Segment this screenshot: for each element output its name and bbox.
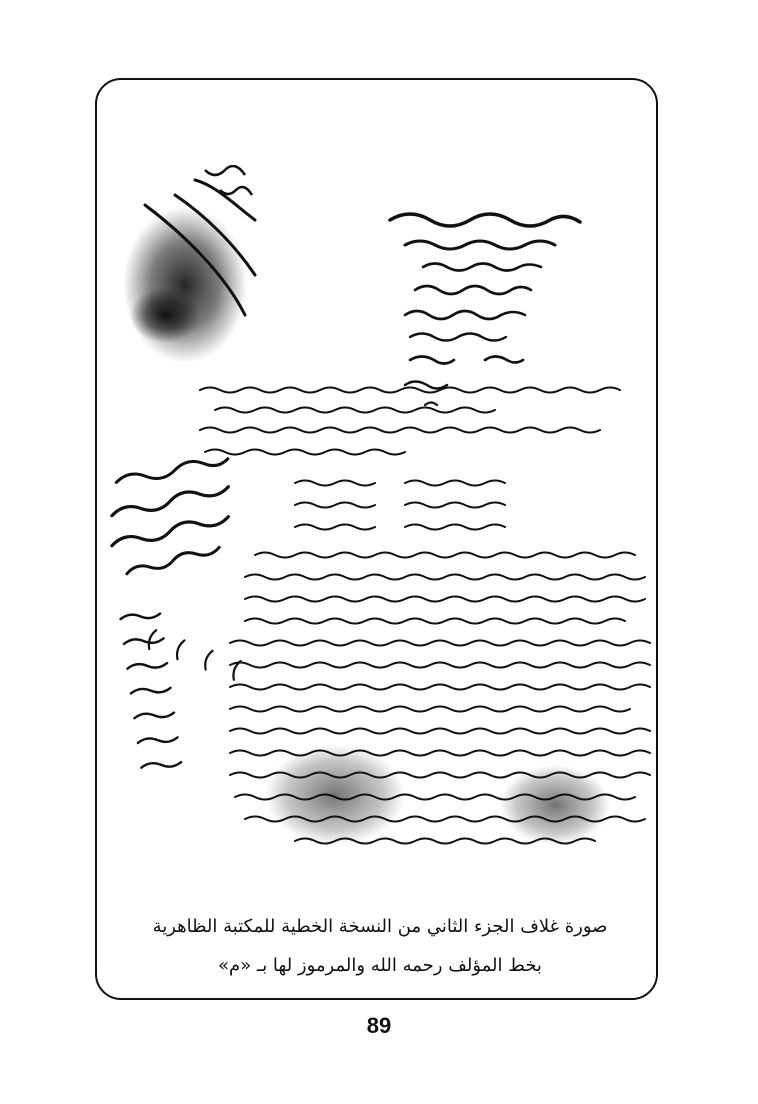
margin-notes-left <box>111 454 241 771</box>
page-number: 89 <box>366 1013 392 1038</box>
ownership-stamp-top <box>123 166 255 363</box>
manuscript-image <box>105 165 653 885</box>
title-block <box>390 214 580 405</box>
figure-caption-line-2: بخط المؤلف رحمه الله والمرموز لها بـ «م» <box>218 955 542 976</box>
figure-caption-line-1: صورة غلاف الجزء الثاني من النسخة الخطية للمكتبة الظاهرية <box>152 916 608 937</box>
